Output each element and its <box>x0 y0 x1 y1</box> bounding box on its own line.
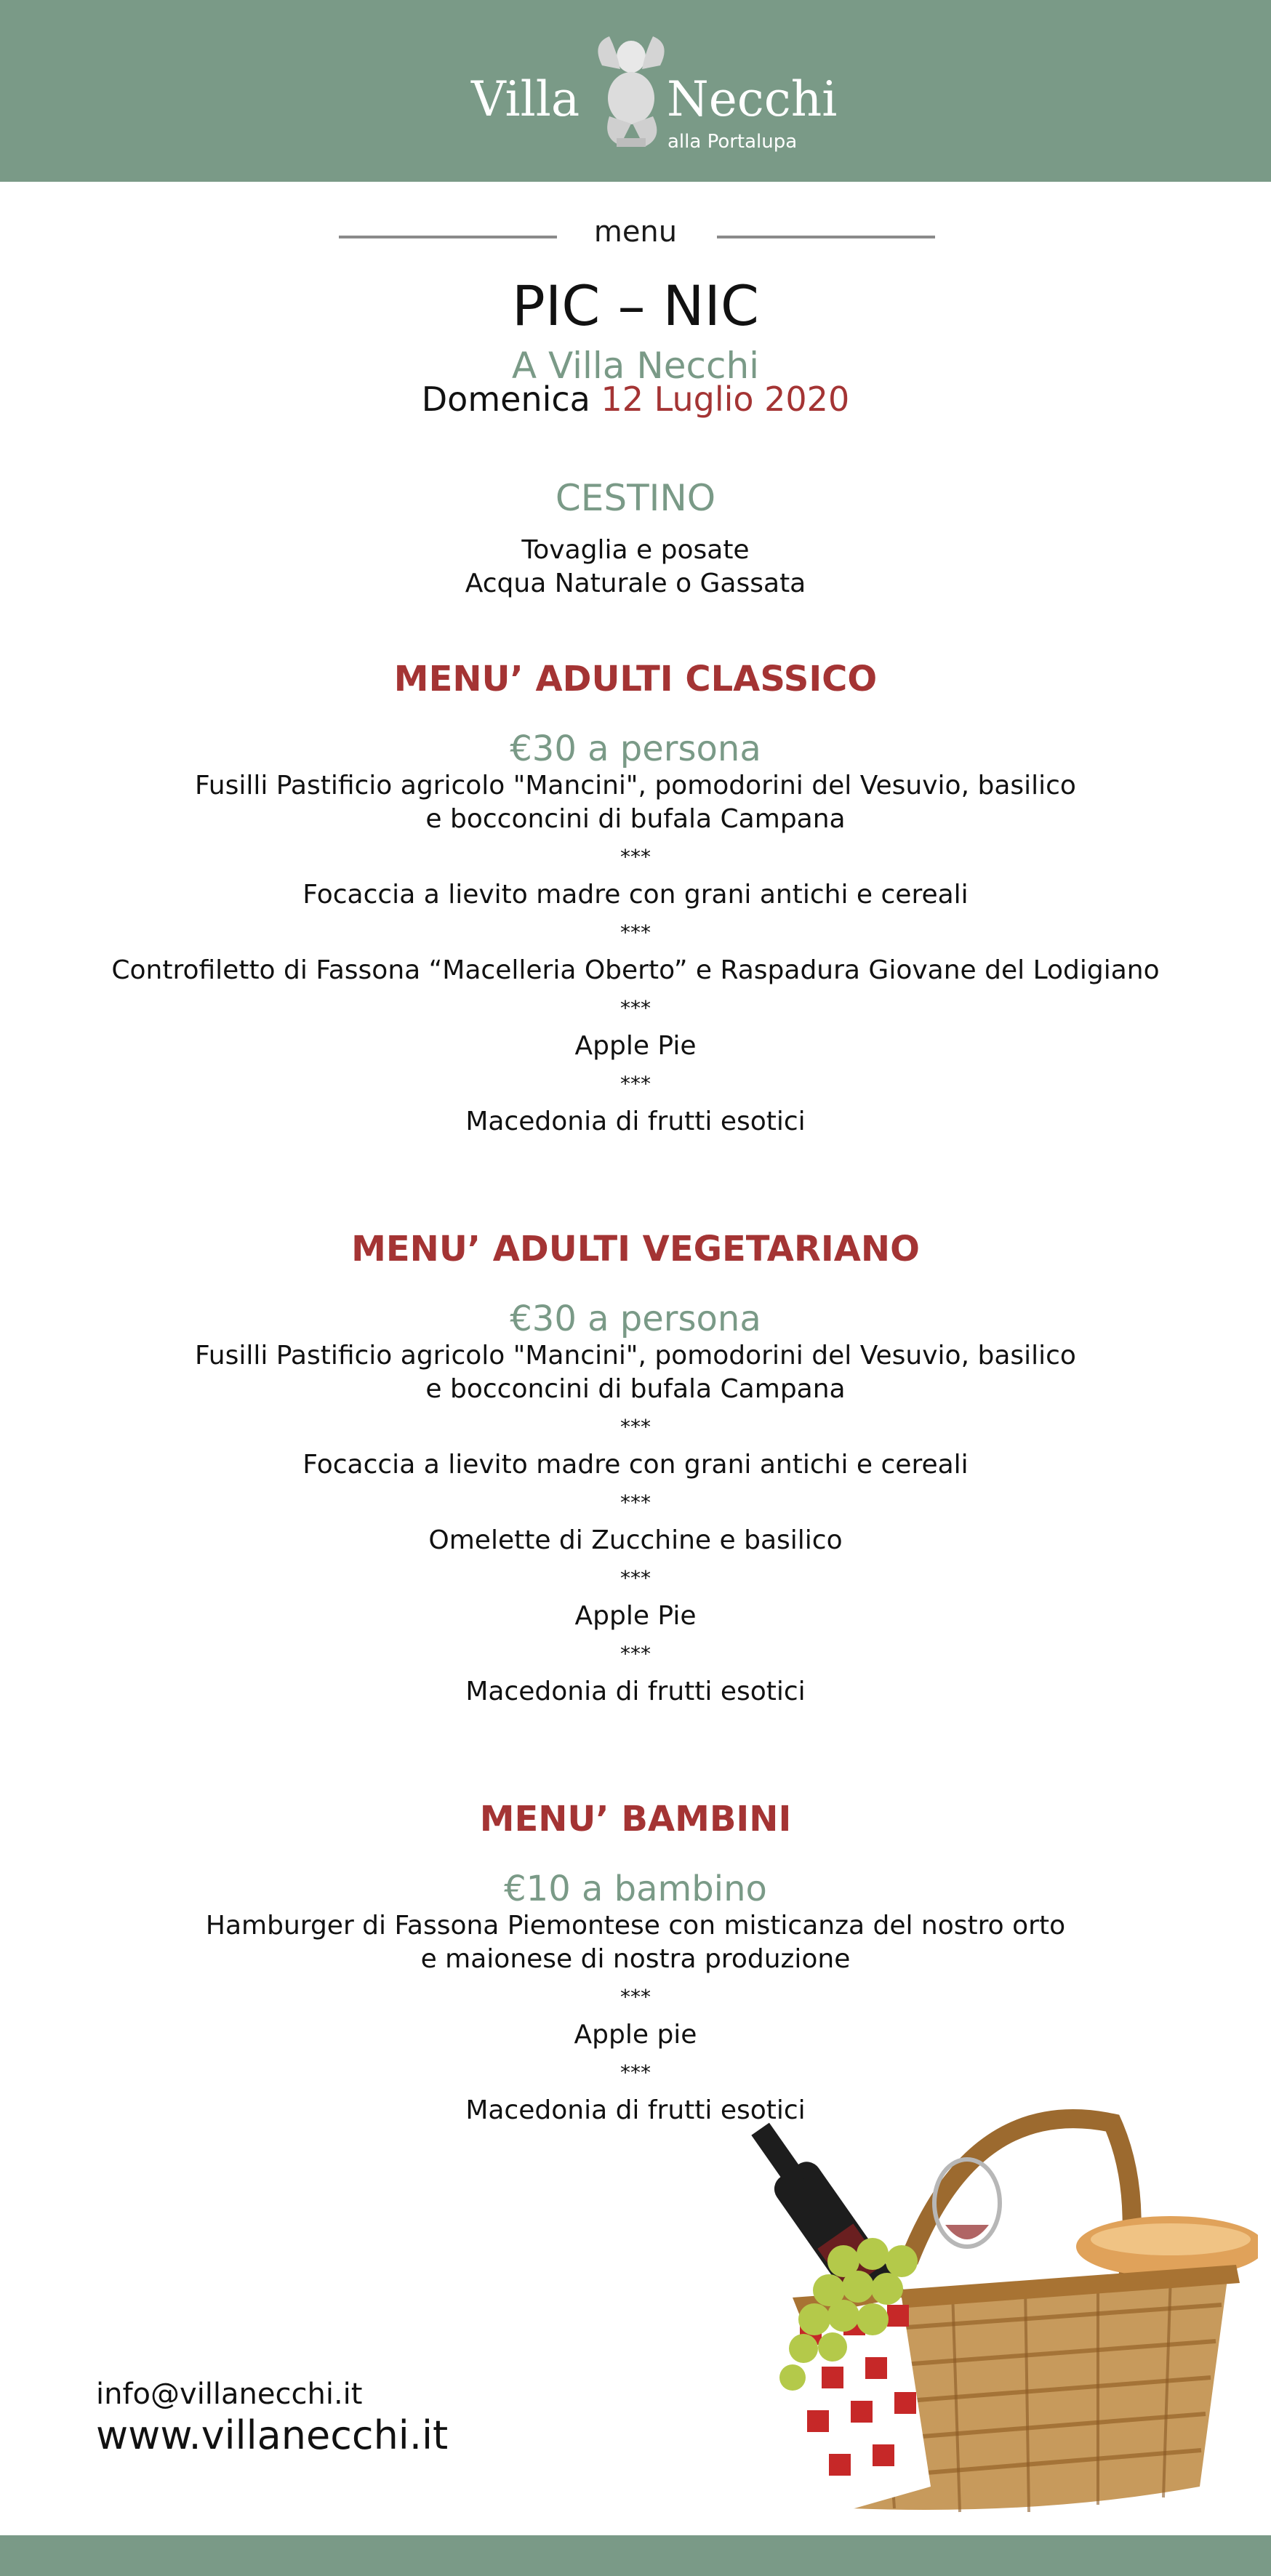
course-line: Macedonia di frutti esotici <box>465 1677 806 1706</box>
header-banner <box>0 0 1271 182</box>
course-line: Focaccia a lievito madre con grani antichi e cereali <box>302 1450 969 1480</box>
cestino-title: CESTINO <box>555 477 716 519</box>
menu-title-vegetariano: MENU’ ADULTI VEGETARIANO <box>351 1229 920 1269</box>
course-line: Controfiletto di Fassona “Macelleria Oberto” e Raspadura Giovane del Lodigiano <box>111 955 1160 985</box>
course-separator: *** <box>620 1985 651 2009</box>
menu-label: menu <box>593 215 678 249</box>
course-line: Omelette di Zucchine e basilico <box>428 1525 843 1555</box>
course-separator: *** <box>620 2061 651 2085</box>
course-line: e bocconcini di bufala Campana <box>425 1374 846 1404</box>
course-separator: *** <box>620 1490 651 1514</box>
footer-bar <box>0 2535 1271 2576</box>
cestino-line: Acqua Naturale o Gassata <box>465 569 806 598</box>
course-line: Macedonia di frutti esotici <box>465 1107 806 1136</box>
course-separator: *** <box>620 996 651 1020</box>
menu-price-vegetariano: €30 a persona <box>510 1299 761 1339</box>
course-separator: *** <box>620 1566 651 1590</box>
picnic-basket-illustration <box>734 2079 1258 2530</box>
menu-price-classico: €30 a persona <box>510 729 761 769</box>
course-separator: *** <box>620 1415 651 1439</box>
cherub-icon <box>588 29 675 153</box>
logo-word-villa: Villa <box>471 71 580 127</box>
course-line: Focaccia a lievito madre con grani antichi e cereali <box>302 880 969 910</box>
course-separator: *** <box>620 1642 651 1666</box>
course-line: e maionese di nostra produzione <box>420 1944 851 1974</box>
logo-subtitle: alla Portalupa <box>667 131 798 153</box>
menu-price-bambini: €10 a bambino <box>504 1869 767 1909</box>
event-date-value: 12 Luglio 2020 <box>601 380 850 419</box>
event-date <box>0 380 1271 419</box>
course-line: Apple Pie <box>574 1601 697 1631</box>
venue-subtitle: A Villa Necchi <box>511 345 760 387</box>
course-line: Fusilli Pastificio agricolo "Mancini", pomodorini del Vesuvio, basilico <box>195 1341 1076 1371</box>
course-line: Apple Pie <box>574 1031 697 1061</box>
logo-word-necchi: Necchi <box>667 71 838 127</box>
course-separator: *** <box>620 920 651 944</box>
menu-label-row <box>0 215 1271 259</box>
villa-necchi-logo <box>0 0 1271 182</box>
course-separator: *** <box>620 845 651 869</box>
menu-title-classico: MENU’ ADULTI CLASSICO <box>393 659 878 699</box>
event-day: Domenica <box>421 380 590 419</box>
menu-title-bambini: MENU’ BAMBINI <box>479 1799 792 1839</box>
footer-website[interactable]: www.villanecchi.it <box>96 2412 449 2458</box>
course-line: Apple pie <box>574 2020 697 2050</box>
course-line: e bocconcini di bufala Campana <box>425 804 846 834</box>
divider-right <box>717 236 935 238</box>
course-line: Fusilli Pastificio agricolo "Mancini", pomodorini del Vesuvio, basilico <box>195 771 1076 801</box>
cestino-line: Tovaglia e posate <box>521 535 750 565</box>
footer-email[interactable]: info@villanecchi.it <box>96 2378 363 2411</box>
course-line: Hamburger di Fassona Piemontese con misticanza del nostro orto <box>205 1911 1066 1941</box>
course-separator: *** <box>620 1072 651 1096</box>
page-title: PIC – NIC <box>512 273 759 338</box>
course-line: Macedonia di frutti esotici <box>465 2095 806 2125</box>
